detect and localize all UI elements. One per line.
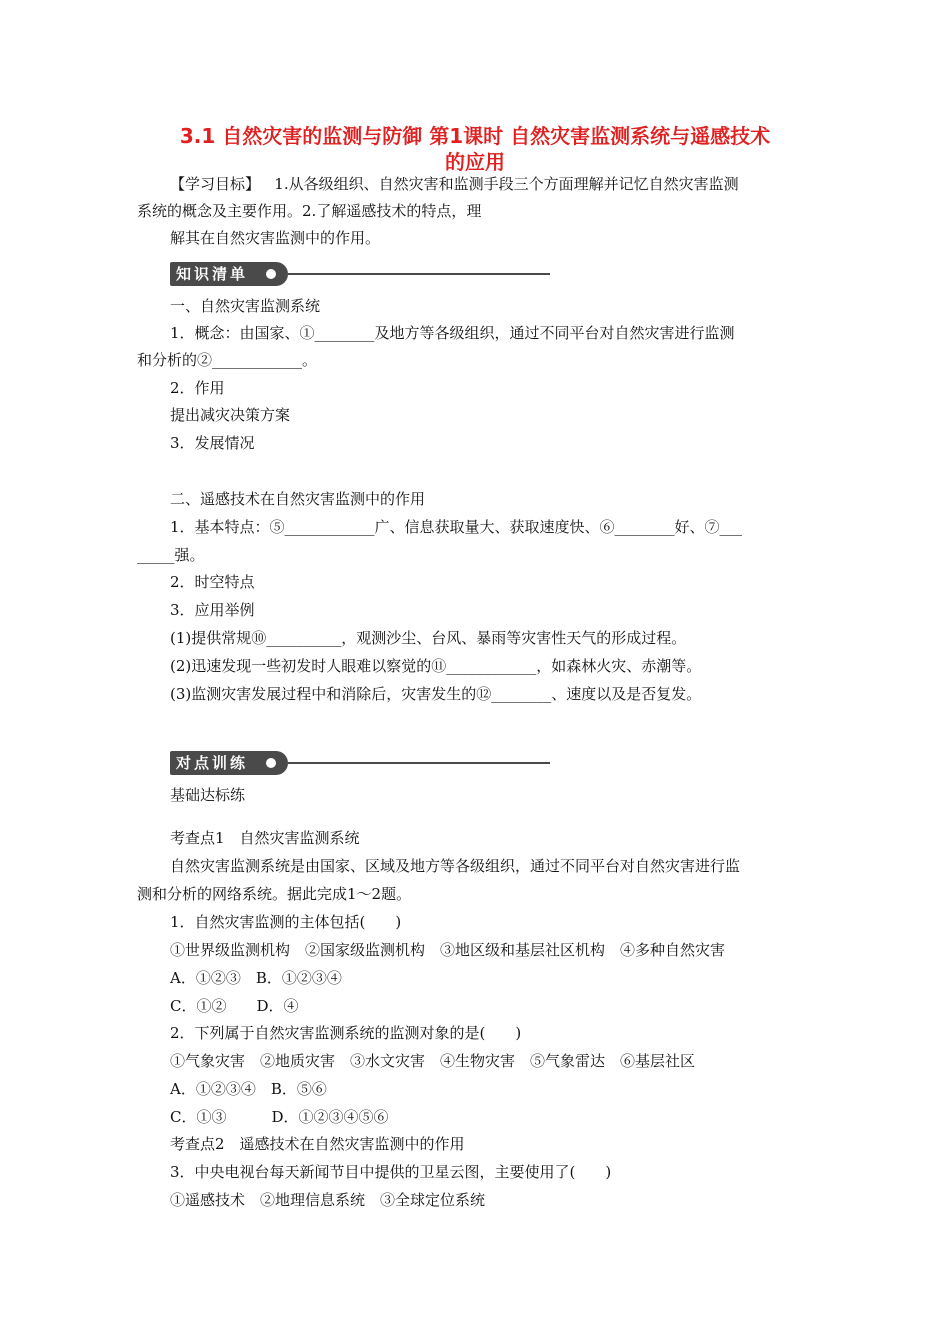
spacetime-heading: 2．时空特点 — [170, 573, 255, 591]
intro-line-1: 自然灾害监测系统是由国家、区域及地方等各级组织，通过不同平台对自然灾害进行监 — [170, 857, 741, 875]
features-line-2: _____强。 — [137, 546, 205, 564]
question-1-options-cd: C．①② D．④ — [170, 997, 299, 1015]
example-3: (3)监测灾害发展过程中和消除后，灾害发生的⑫________、速度以及是否复发。 — [170, 685, 702, 703]
question-2-options-ab: A．①②③④ B．⑤⑥ — [170, 1080, 327, 1098]
training-level: 基础达标练 — [170, 786, 246, 804]
knowledge-heading-1: 一、自然灾害监测系统 — [170, 297, 321, 315]
development-heading: 3．发展情况 — [170, 434, 255, 452]
bullet-dot-icon — [266, 269, 276, 279]
objectives-line-1: 【学习目标】 1.从各级组织、自然灾害和监测手段三个方面理解并记忆自然灾害监测 — [170, 175, 739, 193]
point-2-heading: 考查点2 遥感技术在自然灾害监测中的作用 — [170, 1135, 465, 1153]
question-1-options-ab: A．①②③ B．①②③④ — [170, 969, 342, 987]
question-3-items: ①遥感技术 ②地理信息系统 ③全球定位系统 — [170, 1191, 486, 1209]
section-header-training — [170, 751, 550, 775]
bullet-dot-icon — [266, 758, 276, 768]
concept-line-1: 1．概念：由国家、①________及地方等各级组织，通过不同平台对自然灾害进行监测 — [170, 324, 735, 342]
concept-line-2: 和分析的②____________。 — [137, 351, 318, 369]
question-2-options-cd: C．①③ D．①②③④⑤⑥ — [170, 1108, 389, 1126]
point-1-heading: 考查点1 自然灾害监测系统 — [170, 829, 360, 847]
role-detail: 提出减灾决策方案 — [170, 406, 291, 424]
section-label-knowledge: 知识清单 — [170, 262, 288, 286]
section-divider — [288, 273, 550, 275]
section-divider — [288, 762, 550, 764]
title-line-2: 的应用 — [445, 150, 505, 174]
examples-heading: 3．应用举例 — [170, 601, 255, 619]
intro-line-2: 测和分析的网络系统。据此完成1～2题。 — [137, 885, 412, 903]
question-2-items: ①气象灾害 ②地质灾害 ③水文灾害 ④生物灾害 ⑤气象雷达 ⑥基层社区 — [170, 1052, 696, 1070]
title-line-1: 3.1 自然灾害的监测与防御 第1课时 自然灾害监测系统与遥感技术 — [179, 124, 771, 148]
question-3: 3．中央电视台每天新闻节目中提供的卫星云图，主要使用了( ) — [170, 1163, 612, 1181]
example-1: (1)提供常规⑩__________，观测沙尘、台风、暴雨等灾害性天气的形成过程。 — [170, 629, 687, 647]
objectives-line-2: 系统的概念及主要作用。2.了解遥感技术的特点，理 — [137, 202, 482, 220]
question-1-items: ①世界级监测机构 ②国家级监测机构 ③地区级和基层社区机构 ④多种自然灾害 — [170, 941, 726, 959]
section-label-training: 对点训练 — [170, 751, 288, 775]
role-heading: 2．作用 — [170, 379, 225, 397]
features-line-1: 1．基本特点：⑤____________广、信息获取量大、获取速度快、⑥________好、⑦___ — [170, 518, 743, 536]
question-1: 1．自然灾害监测的主体包括( ) — [170, 913, 402, 931]
page-title — [130, 123, 820, 175]
example-2: (2)迅速发现一些初发时人眼难以察觉的⑪____________，如森林火灾、赤潮等。 — [170, 657, 702, 675]
knowledge-heading-2: 二、遥感技术在自然灾害监测中的作用 — [170, 490, 426, 508]
question-2: 2．下列属于自然灾害监测系统的监测对象的是( ) — [170, 1024, 522, 1042]
objectives-line-3: 解其在自然灾害监测中的作用。 — [170, 229, 381, 247]
section-header-knowledge — [170, 262, 550, 286]
